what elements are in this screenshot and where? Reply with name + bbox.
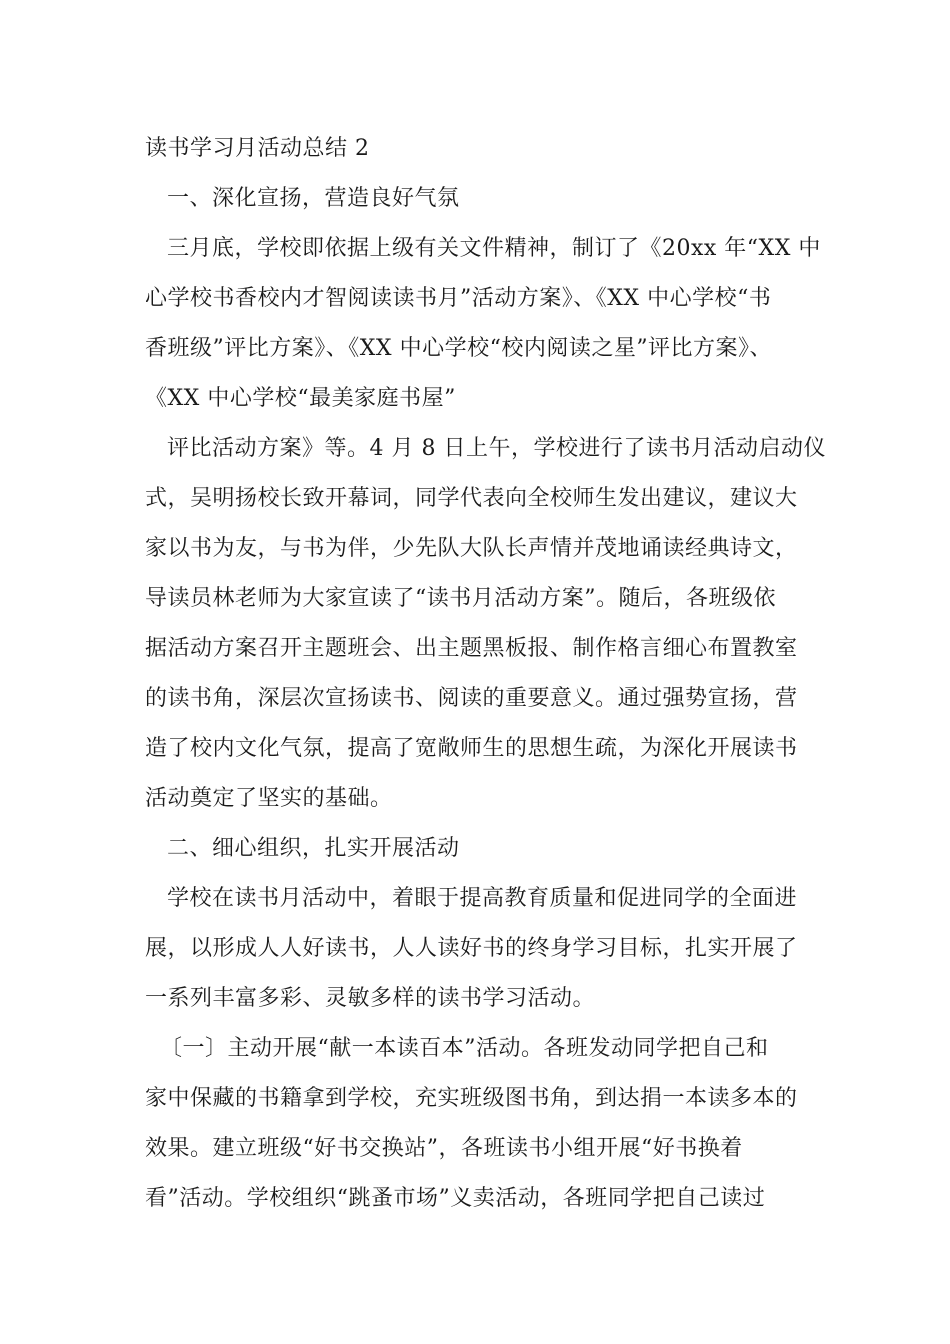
paragraph-line: 的读书角，深层次宣扬读书、阅读的重要意义。通过强势宣扬，营 xyxy=(145,686,798,711)
paragraph-line: 学校在读书月活动中，着眼于提高教育质量和促进同学的全面进 xyxy=(167,886,798,911)
section-heading: 一、深化宣扬，营造良好气氛 xyxy=(167,186,460,211)
section-heading: 二、细心组织，扎实开展活动 xyxy=(167,836,460,861)
paragraph-line: 三月底，学校即依据上级有关文件精神，制订了《20xx 年“XX 中 xyxy=(167,236,821,261)
paragraph-line: 据活动方案召开主题班会、出主题黑板报、制作格言细心布置教室 xyxy=(145,636,798,661)
paragraph-line: 造了校内文化气氛，提高了宽敞师生的思想生疏，为深化开展读书 xyxy=(145,736,798,761)
paragraph-line: 〔一〕主动开展“献一本读百本”活动。各班发动同学把自己和 xyxy=(160,1036,769,1061)
paragraph-line: 评比活动方案》等。4 月 8 日上午，学校进行了读书月活动启动仪 xyxy=(167,436,826,461)
paragraph-line: 展，以形成人人好读书，人人读好书的终身学习目标，扎实开展了 xyxy=(145,936,798,961)
paragraph-line: 导读员林老师为大家宣读了“读书月活动方案”。随后，各班级依 xyxy=(145,586,776,611)
paragraph-line: 看”活动。学校组织“跳蚤市场”义卖活动，各班同学把自己读过 xyxy=(145,1186,766,1211)
paragraph-line: 心学校书香校内才智阅读读书月”活动方案》、《XX 中心学校“书 xyxy=(145,286,772,311)
paragraph-line: 《XX 中心学校“最美家庭书屋” xyxy=(145,386,456,411)
paragraph-line: 香班级”评比方案》、《XX 中心学校“校内阅读之星”评比方案》、 xyxy=(145,336,773,361)
document-title: 读书学习月活动总结 2 xyxy=(145,136,370,161)
paragraph-line: 活动奠定了坚实的基础。 xyxy=(145,786,393,811)
paragraph-line: 家中保藏的书籍拿到学校，充实班级图书角，到达捐一本读多本的 xyxy=(145,1086,798,1111)
paragraph-line: 式，吴明扬校长致开幕词，同学代表向全校师生发出建议，建议大 xyxy=(145,486,798,511)
paragraph-line: 一系列丰富多彩、灵敏多样的读书学习活动。 xyxy=(145,986,596,1011)
paragraph-line: 家以书为友，与书为伴，少先队大队长声情并茂地诵读经典诗文， xyxy=(145,536,798,561)
paragraph-line: 效果。建立班级“好书交换站”，各班读书小组开展“好书换着 xyxy=(145,1136,743,1161)
